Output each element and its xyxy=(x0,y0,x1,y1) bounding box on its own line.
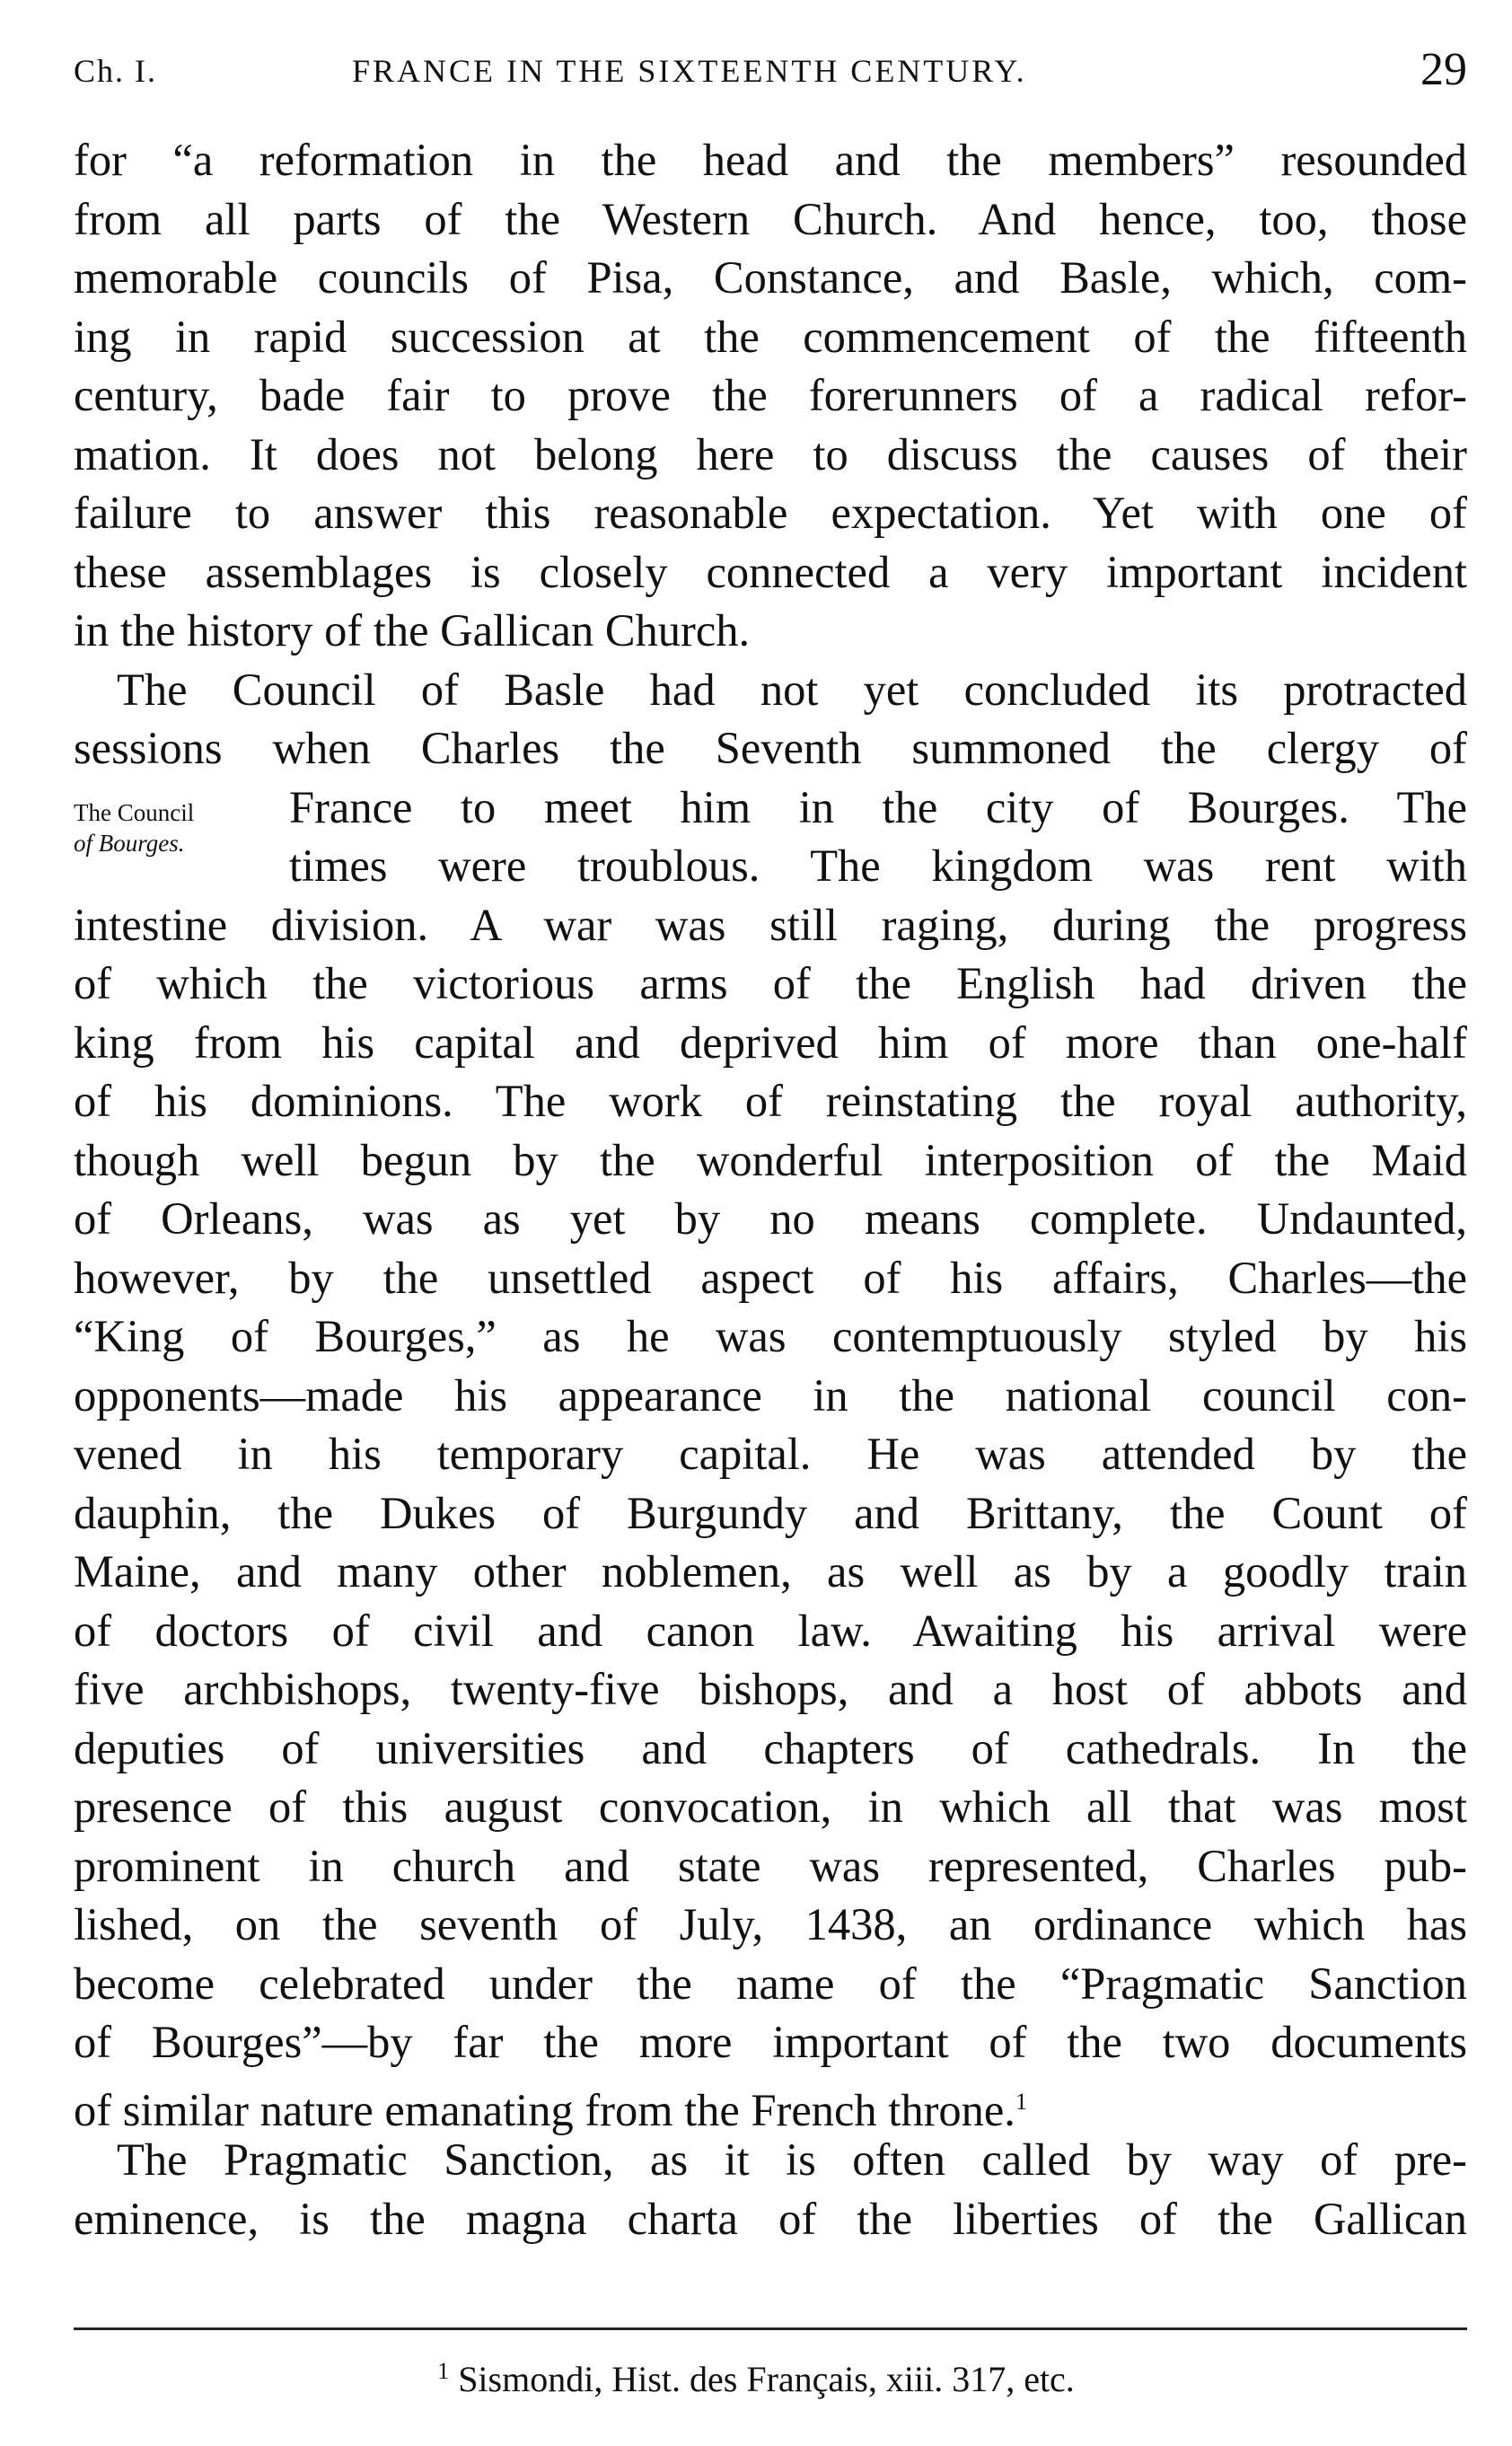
text-line: times were troublous. The kingdom was rent with xyxy=(289,840,1467,891)
footnote-marker: 1 xyxy=(437,2358,450,2384)
text-line xyxy=(74,2072,1467,2135)
text-line: of doctors of civil and canon law. Awaiting his arrival were xyxy=(74,1605,1467,1656)
text-line: century, bade fair to prove the forerunners of a radical refor- xyxy=(74,370,1467,420)
page-number: 29 xyxy=(1420,44,1467,95)
text-line-content: of similar nature emanating from the French throne. xyxy=(74,2084,1015,2135)
text-line: dauphin, the Dukes of Burgundy and Brittany, the Count of xyxy=(74,1487,1467,1538)
paragraph-1 xyxy=(74,131,1467,661)
text-line: become celebrated under the name of the “Pragmatic Sanction xyxy=(74,1958,1467,2009)
margin-note-line: The Council xyxy=(74,799,195,826)
text-line: opponents—made his appearance in the national council con- xyxy=(74,1369,1467,1421)
text-line: The Pragmatic Sanction, as it is often called by way of pre- xyxy=(117,2134,1467,2185)
footnote-reference[interactable]: 1 xyxy=(1015,2088,1027,2115)
text-line: five archbishops, twenty-five bishops, and a host of abbots and xyxy=(74,1664,1467,1714)
text-line: Maine, and many other noblemen, as well as by a goodly train xyxy=(74,1546,1467,1597)
chapter-label: Ch. I. xyxy=(74,53,157,89)
text-line: France to meet him in the city of Bourges. The xyxy=(289,781,1467,832)
text-line: The Council of Basle had not yet concluded its protracted xyxy=(117,664,1467,715)
text-line: ing in rapid succession at the commencement of the fifteenth xyxy=(74,311,1467,362)
text-line: presence of this august convocation, in which all that was most xyxy=(74,1782,1467,1832)
text-line: sessions when Charles the Seventh summoned the clergy of xyxy=(74,723,1467,773)
text-line: from all parts of the Western Church. And hence, too, those xyxy=(74,193,1467,244)
text-line: these assemblages is closely connected a very important incident xyxy=(74,546,1467,597)
footnote-divider xyxy=(74,2327,1467,2330)
text-line: in the history of the Gallican Church. xyxy=(74,605,751,655)
text-line: of Bourges”—by far the more important of the two documents xyxy=(74,2017,1467,2067)
text-line: of which the victorious arms of the English had driven the xyxy=(74,958,1467,1008)
running-title: FRANCE IN THE SIXTEENTH CENTURY. xyxy=(352,53,1027,89)
text-line: memorable councils of Pisa, Constance, and Basle, which, com- xyxy=(74,252,1467,303)
text-line: prominent in church and state was represented, Charles pub- xyxy=(74,1840,1467,1891)
text-line: mation. It does not belong here to discuss the causes of their xyxy=(74,428,1467,480)
text-line: eminence, is the magna charta of the liberties of the Gallican xyxy=(74,2193,1467,2244)
footnote-text: Sismondi, Hist. des Français, xiii. 317, etc. xyxy=(458,2359,1075,2399)
text-line: lished, on the seventh of July, 1438, an ordinance which has xyxy=(74,1899,1467,1949)
text-line: however, by the unsettled aspect of his affairs, Charles—the xyxy=(74,1252,1467,1303)
text-line: deputies of universities and chapters of cathedrals. In the xyxy=(74,1722,1467,1773)
body-text xyxy=(74,131,1467,2248)
text-line: for “a reformation in the head and the members” resounded xyxy=(74,135,1467,185)
margin-note-line: of Bourges. xyxy=(74,830,185,857)
text-line: of Orleans, was as yet by no means complete. Undaunted, xyxy=(74,1193,1467,1244)
running-header xyxy=(74,44,1467,102)
text-line: king from his capital and deprived him of more than one-half xyxy=(74,1016,1467,1068)
text-line: vened in his temporary capital. He was attended by the xyxy=(74,1429,1467,1479)
text-line: failure to answer this reasonable expectation. Yet with one of xyxy=(74,488,1467,538)
text-line: intestine division. A war was still raging, during the progress xyxy=(74,899,1467,950)
text-line: though well begun by the wonderful interposition of the Maid xyxy=(74,1134,1467,1185)
text-line: of his dominions. The work of reinstating the royal authority, xyxy=(74,1076,1467,1126)
paragraph-3 xyxy=(74,2131,1467,2248)
footnote xyxy=(0,2358,1512,2400)
text-line: “King of Bourges,” as he was contemptuously styled by his xyxy=(74,1311,1467,1361)
paragraph-2 xyxy=(74,661,1467,2135)
